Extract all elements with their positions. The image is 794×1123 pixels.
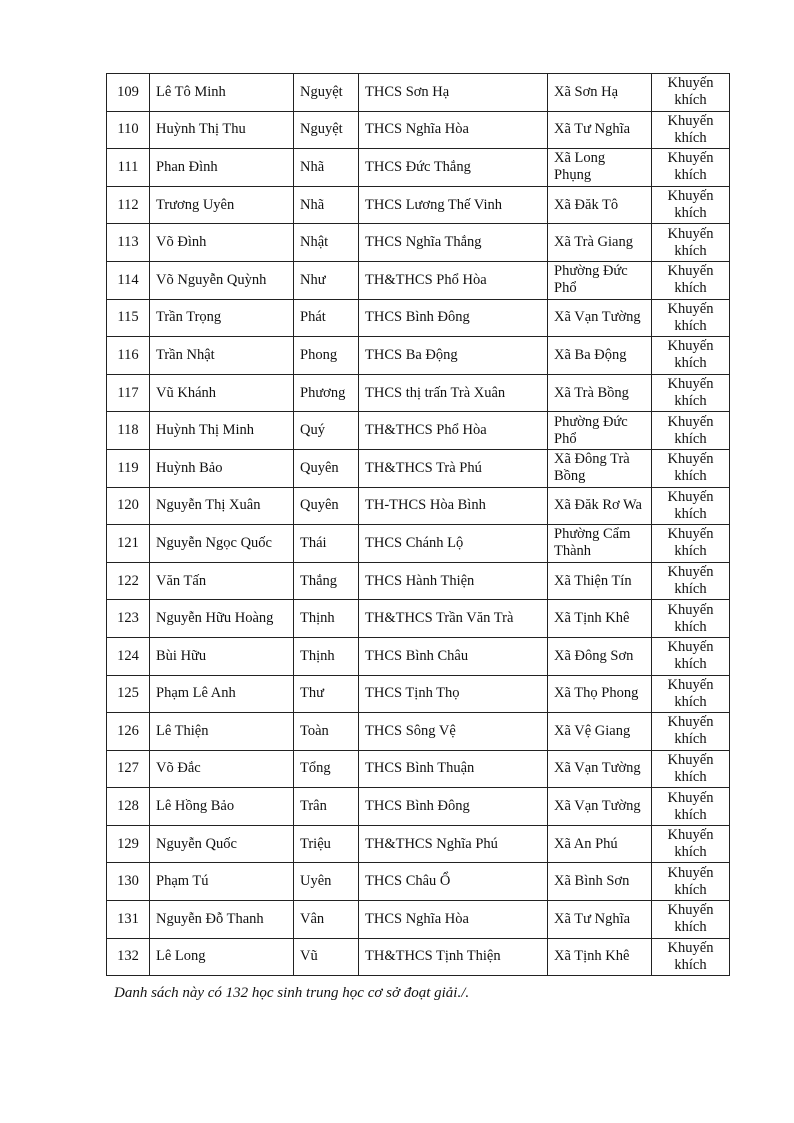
table-row [107,337,730,375]
commune-name: Xã Bình Sơn [548,863,652,901]
row-number: 112 [107,186,150,224]
table-row [107,825,730,863]
student-given-name: Uyên [294,863,359,901]
table-row [107,525,730,563]
award-level: Khuyến khích [652,224,730,262]
row-number: 122 [107,562,150,600]
student-surname: Phạm Tú [150,863,294,901]
student-given-name: Vân [294,901,359,939]
table-row [107,675,730,713]
student-surname: Phan Đình [150,149,294,187]
commune-name: Phường Đức Phổ [548,261,652,299]
student-given-name: Nhật [294,224,359,262]
award-level: Khuyến khích [652,788,730,826]
student-given-name: Phương [294,374,359,412]
student-surname: Nguyễn Ngọc Quốc [150,525,294,563]
row-number: 128 [107,788,150,826]
commune-name: Xã Tịnh Khê [548,600,652,638]
row-number: 109 [107,74,150,112]
row-number: 125 [107,675,150,713]
student-given-name: Nhã [294,149,359,187]
table-row [107,713,730,751]
table-row [107,600,730,638]
commune-name: Xã Thọ Phong [548,675,652,713]
student-surname: Lê Tô Minh [150,74,294,112]
commune-name: Xã Tư Nghĩa [548,111,652,149]
school-name: THCS Bình Châu [359,637,548,675]
table-row [107,750,730,788]
row-number: 118 [107,412,150,450]
award-level: Khuyến khích [652,74,730,112]
school-name: THCS thị trấn Trà Xuân [359,374,548,412]
table-row [107,938,730,976]
table-row [107,863,730,901]
school-name: THCS Nghĩa Hòa [359,901,548,939]
table-row [107,224,730,262]
student-surname: Huỳnh Thị Thu [150,111,294,149]
commune-name: Xã Đăk Tô [548,186,652,224]
row-number: 119 [107,449,150,487]
student-given-name: Quyên [294,449,359,487]
commune-name: Xã Đăk Rơ Wa [548,487,652,525]
student-surname: Võ Đắc [150,750,294,788]
student-surname: Võ Đình [150,224,294,262]
table-row [107,487,730,525]
school-name: THCS Hành Thiện [359,562,548,600]
commune-name: Xã Vạn Tường [548,299,652,337]
award-level: Khuyến khích [652,412,730,450]
school-name: THCS Chánh Lộ [359,525,548,563]
student-given-name: Toàn [294,713,359,751]
student-surname: Nguyễn Đỗ Thanh [150,901,294,939]
commune-name: Xã Thiện Tín [548,562,652,600]
commune-name: Xã Vạn Tường [548,750,652,788]
award-list-body [107,74,730,976]
school-name: THCS Châu Ổ [359,863,548,901]
award-level: Khuyến khích [652,750,730,788]
row-number: 127 [107,750,150,788]
table-row [107,374,730,412]
student-surname: Trần Trọng [150,299,294,337]
school-name: THCS Sơn Hạ [359,74,548,112]
student-surname: Nguyễn Quốc [150,825,294,863]
award-level: Khuyến khích [652,938,730,976]
student-given-name: Vũ [294,938,359,976]
table-row [107,111,730,149]
table-row [107,299,730,337]
row-number: 121 [107,525,150,563]
school-name: TH&THCS Nghĩa Phú [359,825,548,863]
award-level: Khuyến khích [652,449,730,487]
row-number: 130 [107,863,150,901]
row-number: 120 [107,487,150,525]
commune-name: Xã Vạn Tường [548,788,652,826]
student-surname: Huỳnh Bảo [150,449,294,487]
student-surname: Nguyễn Thị Xuân [150,487,294,525]
commune-name: Xã Đông Trà Bồng [548,449,652,487]
row-number: 113 [107,224,150,262]
student-given-name: Thịnh [294,637,359,675]
commune-name: Xã Tư Nghĩa [548,901,652,939]
school-name: THCS Sông Vệ [359,713,548,751]
award-level: Khuyến khích [652,562,730,600]
table-row [107,261,730,299]
school-name: THCS Đức Thắng [359,149,548,187]
award-level: Khuyến khích [652,825,730,863]
student-given-name: Phong [294,337,359,375]
student-given-name: Tổng [294,750,359,788]
award-level: Khuyến khích [652,299,730,337]
row-number: 116 [107,337,150,375]
student-given-name: Quý [294,412,359,450]
award-level: Khuyến khích [652,637,730,675]
student-given-name: Phát [294,299,359,337]
school-name: TH&THCS Trà Phú [359,449,548,487]
student-surname: Lê Thiện [150,713,294,751]
commune-name: Xã Vệ Giang [548,713,652,751]
commune-name: Xã Đông Sơn [548,637,652,675]
commune-name: Xã Tịnh Khê [548,938,652,976]
table-row [107,901,730,939]
award-level: Khuyến khích [652,901,730,939]
school-name: THCS Ba Động [359,337,548,375]
award-list-table [106,73,730,976]
table-row [107,412,730,450]
school-name: TH&THCS Trần Văn Trà [359,600,548,638]
student-surname: Văn Tấn [150,562,294,600]
school-name: THCS Nghĩa Thắng [359,224,548,262]
school-name: THCS Lương Thế Vinh [359,186,548,224]
row-number: 123 [107,600,150,638]
table-row [107,788,730,826]
student-given-name: Triệu [294,825,359,863]
commune-name: Phường Cẩm Thành [548,525,652,563]
student-given-name: Như [294,261,359,299]
school-name: THCS Tịnh Thọ [359,675,548,713]
student-surname: Lê Hồng Bảo [150,788,294,826]
school-name: THCS Bình Đông [359,299,548,337]
student-surname: Trần Nhật [150,337,294,375]
commune-name: Xã Sơn Hạ [548,74,652,112]
student-surname: Võ Nguyễn Quỳnh [150,261,294,299]
award-level: Khuyến khích [652,600,730,638]
row-number: 129 [107,825,150,863]
award-level: Khuyến khích [652,525,730,563]
student-surname: Huỳnh Thị Minh [150,412,294,450]
commune-name: Xã Ba Động [548,337,652,375]
commune-name: Phường Đức Phổ [548,412,652,450]
award-level: Khuyến khích [652,186,730,224]
row-number: 124 [107,637,150,675]
commune-name: Xã Trà Giang [548,224,652,262]
row-number: 131 [107,901,150,939]
award-level: Khuyến khích [652,337,730,375]
row-number: 132 [107,938,150,976]
school-name: TH&THCS Tịnh Thiện [359,938,548,976]
student-given-name: Thịnh [294,600,359,638]
student-given-name: Thái [294,525,359,563]
table-row [107,186,730,224]
table-row [107,149,730,187]
award-level: Khuyến khích [652,261,730,299]
student-given-name: Nguyệt [294,111,359,149]
award-level: Khuyến khích [652,863,730,901]
student-surname: Phạm Lê Anh [150,675,294,713]
school-name: TH-THCS Hòa Bình [359,487,548,525]
student-given-name: Trân [294,788,359,826]
award-level: Khuyến khích [652,713,730,751]
student-given-name: Nhã [294,186,359,224]
student-given-name: Thắng [294,562,359,600]
student-surname: Vũ Khánh [150,374,294,412]
row-number: 114 [107,261,150,299]
award-level: Khuyến khích [652,487,730,525]
school-name: THCS Nghĩa Hòa [359,111,548,149]
commune-name: Xã Long Phụng [548,149,652,187]
row-number: 110 [107,111,150,149]
award-level: Khuyến khích [652,374,730,412]
school-name: THCS Bình Đông [359,788,548,826]
school-name: TH&THCS Phổ Hòa [359,261,548,299]
row-number: 115 [107,299,150,337]
award-level: Khuyến khích [652,149,730,187]
table-row [107,562,730,600]
table-row [107,637,730,675]
student-surname: Bùi Hữu [150,637,294,675]
award-level: Khuyến khích [652,111,730,149]
award-level: Khuyến khích [652,675,730,713]
row-number: 117 [107,374,150,412]
student-surname: Nguyễn Hữu Hoàng [150,600,294,638]
student-given-name: Quyên [294,487,359,525]
school-name: TH&THCS Phổ Hòa [359,412,548,450]
footer-note: Danh sách này có 132 học sinh trung học cơ sở đoạt giải./. [114,985,470,1001]
student-given-name: Thư [294,675,359,713]
commune-name: Xã An Phú [548,825,652,863]
student-surname: Trương Uyên [150,186,294,224]
school-name: THCS Bình Thuận [359,750,548,788]
student-surname: Lê Long [150,938,294,976]
student-given-name: Nguyệt [294,74,359,112]
row-number: 126 [107,713,150,751]
table-row [107,74,730,112]
row-number: 111 [107,149,150,187]
table-row [107,449,730,487]
commune-name: Xã Trà Bồng [548,374,652,412]
